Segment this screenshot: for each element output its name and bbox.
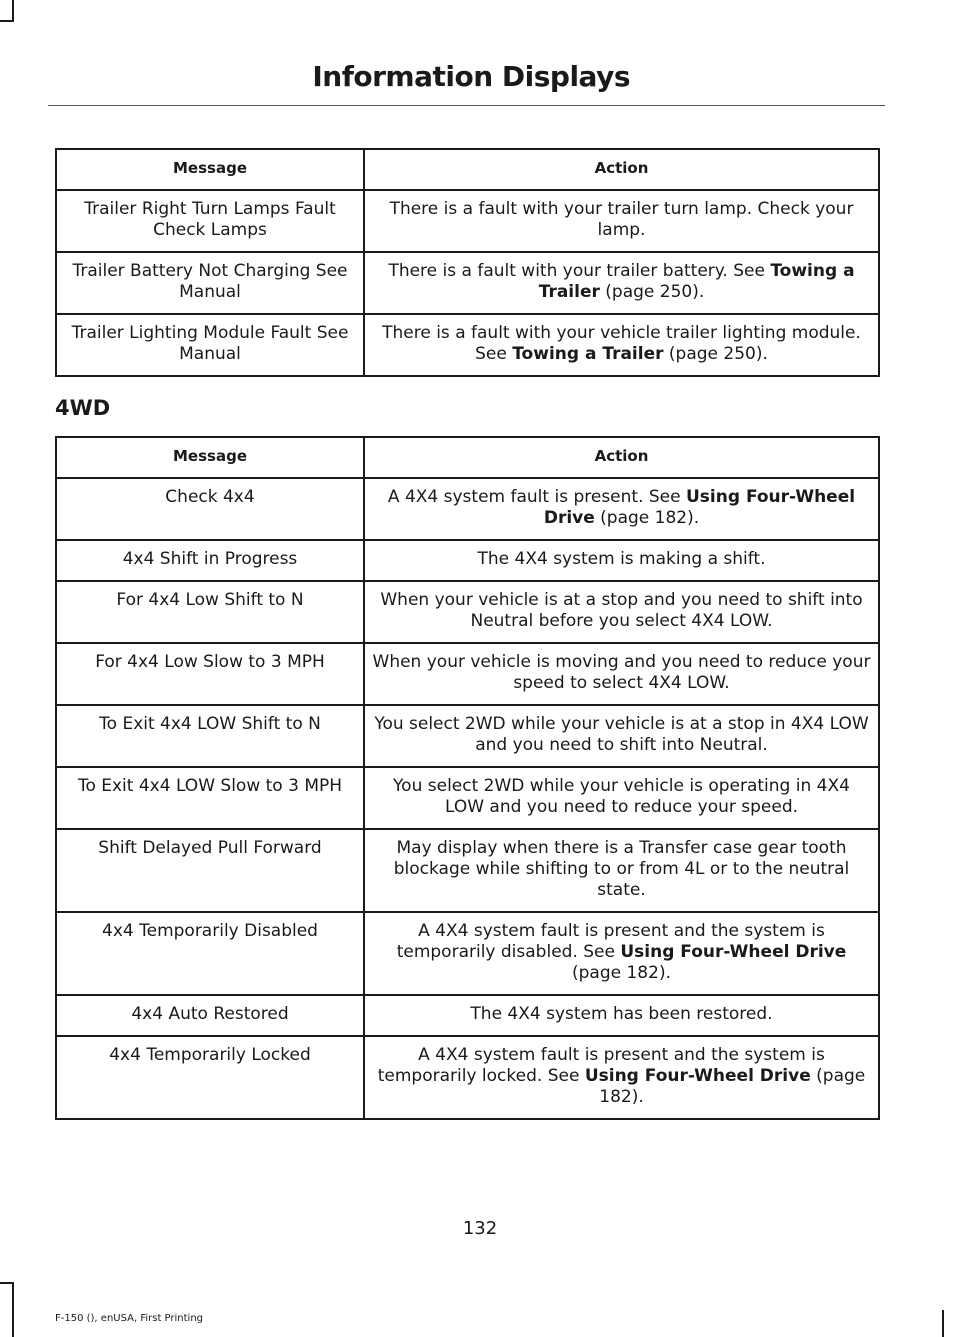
action-cell: You select 2WD while your vehicle is operating in 4X4 LOW and you need to reduce your speed. [364,767,879,829]
message-cell: To Exit 4x4 LOW Shift to N [56,705,364,767]
table-row [56,190,879,252]
crop-mark-bottom-left [12,1282,14,1337]
message-cell: Check 4x4 [56,478,364,540]
cross-reference-link[interactable]: Towing a Trailer [512,344,664,364]
message-cell: Trailer Right Turn Lamps Fault Check Lamps [56,190,364,252]
table-header-row [56,437,879,478]
action-cell: A 4X4 system fault is present and the system is temporarily disabled. See Using Four-Wheel Drive (page 182). [364,912,879,995]
message-cell: For 4x4 Low Shift to N [56,581,364,643]
message-cell: 4x4 Auto Restored [56,995,364,1036]
action-cell: You select 2WD while your vehicle is at a stop in 4X4 LOW and you need to shift into Neutral. [364,705,879,767]
table-row [56,478,879,540]
page-title: Information Displays [312,60,630,93]
cross-reference-link[interactable]: Towing a Trailer [538,261,855,302]
action-cell: When your vehicle is at a stop and you need to shift into Neutral before you select 4X4 LOW. [364,581,879,643]
column-header-message: Message [56,149,364,190]
message-cell: 4x4 Temporarily Disabled [56,912,364,995]
message-cell: Trailer Battery Not Charging See Manual [56,252,364,314]
message-cell: To Exit 4x4 LOW Slow to 3 MPH [56,767,364,829]
table-row [56,643,879,705]
column-header-action: Action [364,149,879,190]
trailer-messages-table [55,148,880,377]
action-cell: A 4X4 system fault is present. See Using Four-Wheel Drive (page 182). [364,478,879,540]
table-row [56,995,879,1036]
message-cell: Trailer Lighting Module Fault See Manual [56,314,364,376]
4wd-messages-table [55,436,880,1120]
page-number: 132 [462,1218,498,1239]
table-row [56,829,879,912]
table-row [56,705,879,767]
table-header-row [56,149,879,190]
section-heading: 4WD [55,396,111,420]
cross-reference-link[interactable]: Using Four-Wheel Drive [584,1066,811,1086]
title-divider [48,105,885,106]
action-cell: The 4X4 system has been restored. [364,995,879,1036]
action-cell: There is a fault with your trailer turn lamp. Check your lamp. [364,190,879,252]
cross-reference-link[interactable]: Using Four-Wheel Drive [620,942,847,962]
edition-footer: F-150 (), enUSA, First Printing [55,1313,204,1324]
table-row [56,1036,879,1119]
column-header-message: Message [56,437,364,478]
action-cell: There is a fault with your trailer battery. See Towing a Trailer (page 250). [364,252,879,314]
action-cell: May display when there is a Transfer case gear tooth blockage while shifting to or from 4L or to the neutral state. [364,829,879,912]
table-row [56,581,879,643]
message-cell: Shift Delayed Pull Forward [56,829,364,912]
table-row [56,314,879,376]
crop-mark-top-left-h [0,20,14,22]
action-cell: There is a fault with your vehicle trailer lighting module. See Towing a Trailer (page 250). [364,314,879,376]
column-header-action: Action [364,437,879,478]
table-row [56,912,879,995]
action-cell: When your vehicle is moving and you need to reduce your speed to select 4X4 LOW. [364,643,879,705]
message-cell: 4x4 Temporarily Locked [56,1036,364,1119]
cross-reference-link[interactable]: Using Four-Wheel Drive [543,487,856,528]
crop-mark-bottom-right [942,1310,944,1337]
table-row [56,540,879,581]
action-cell: A 4X4 system fault is present and the system is temporarily locked. See Using Four-Wheel Drive (page 182). [364,1036,879,1119]
message-cell: 4x4 Shift in Progress [56,540,364,581]
message-cell: For 4x4 Low Slow to 3 MPH [56,643,364,705]
crop-mark-bottom-left-h [0,1282,14,1284]
action-cell: The 4X4 system is making a shift. [364,540,879,581]
table-row [56,252,879,314]
crop-mark-top-left [12,0,14,22]
table-row [56,767,879,829]
